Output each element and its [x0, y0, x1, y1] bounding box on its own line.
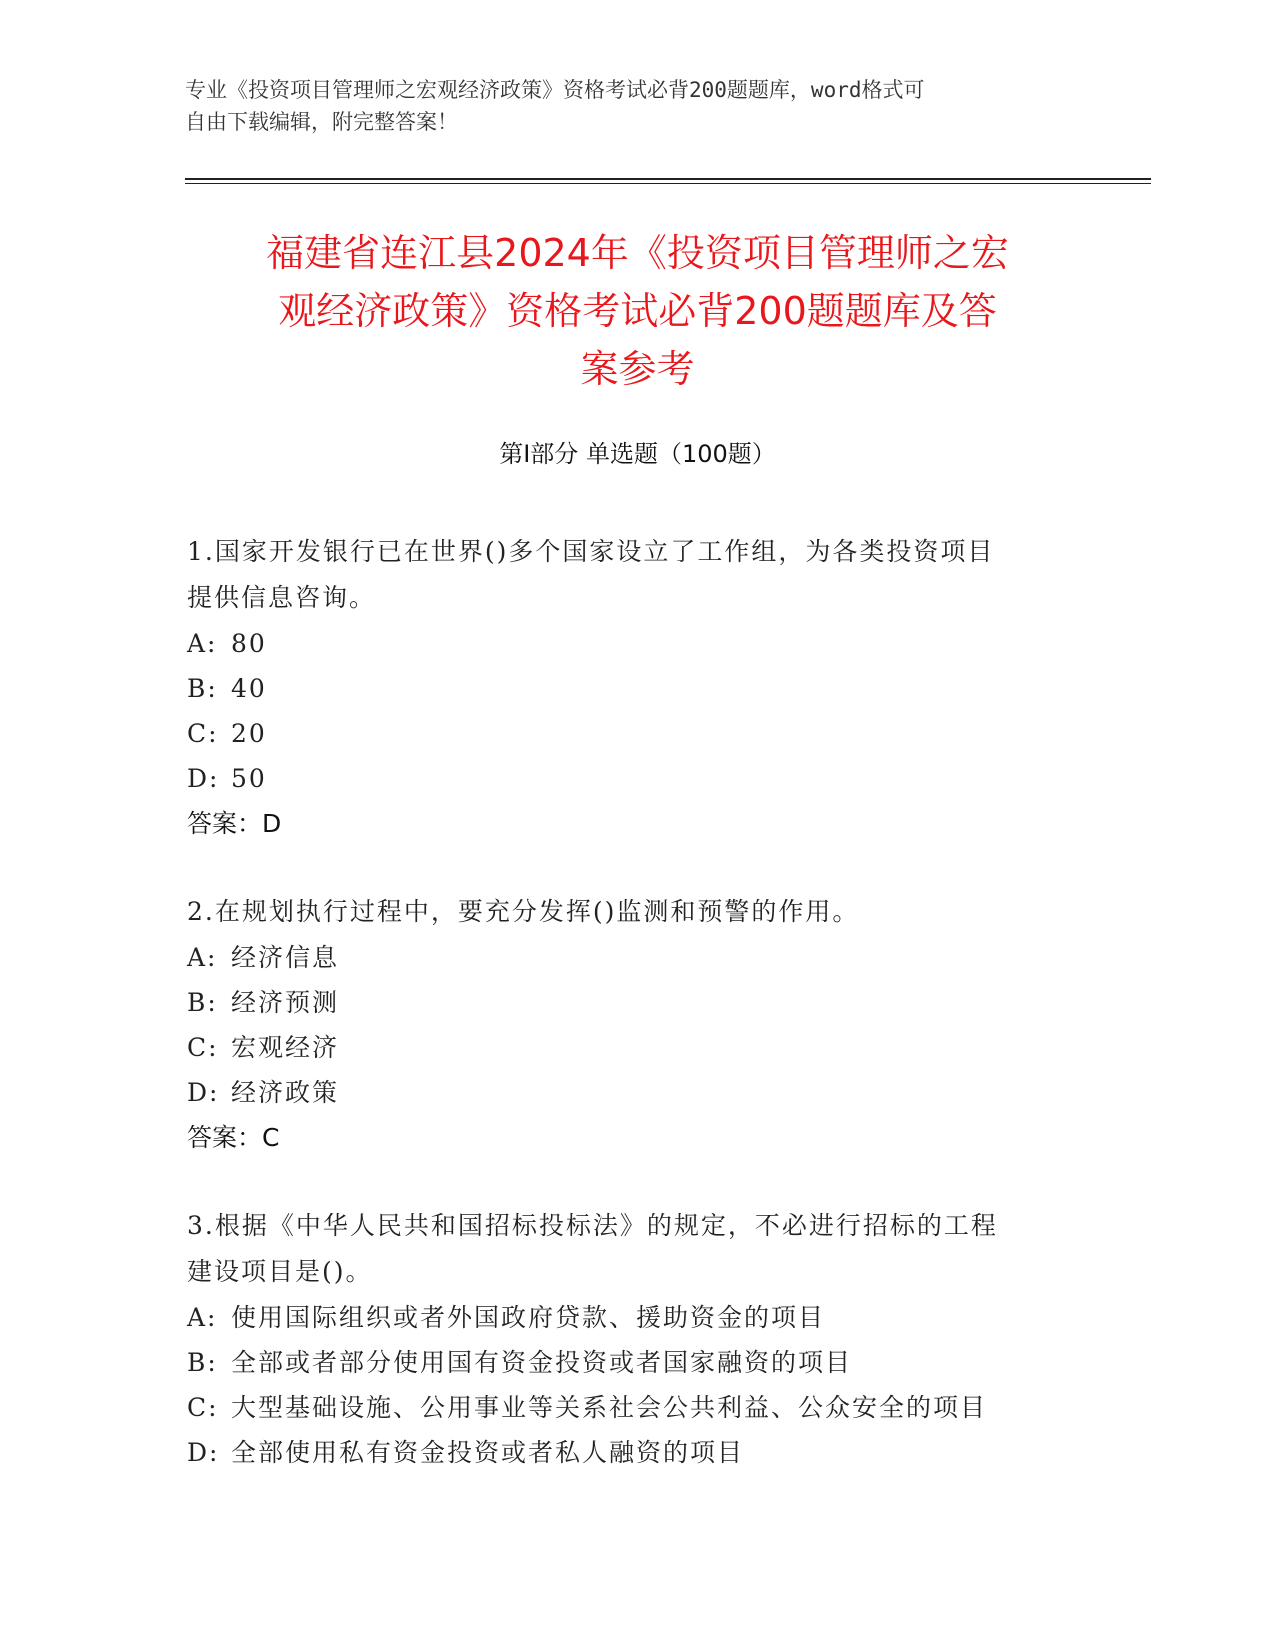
- question-1: [187, 529, 1067, 847]
- option-a: [187, 621, 1067, 666]
- option-letter: B:: [187, 674, 218, 703]
- option-d: [187, 756, 1067, 801]
- option-b: [187, 1340, 1067, 1385]
- question-stem: [187, 889, 1067, 935]
- option-letter: B:: [187, 988, 218, 1017]
- option-b: [187, 980, 1067, 1025]
- header-note-line-1: 专业《投资项目管理师之宏观经济政策》资格考试必背200题题库，word格式可: [185, 78, 925, 102]
- document-title-line-1: 福建省连江县2024年《投资项目管理师之宏: [266, 231, 1009, 275]
- answer-line: 答案：C: [187, 1123, 280, 1152]
- option-d: [187, 1430, 1067, 1475]
- document-title: [175, 224, 1100, 398]
- option-letter: D:: [187, 1438, 220, 1467]
- option-c: [187, 1385, 1067, 1430]
- question-stem: [187, 529, 1067, 621]
- option-c: [187, 1025, 1067, 1070]
- question-stem-line-1: 2.在规划执行过程中，要充分发挥()监测和预警的作用。: [187, 897, 860, 926]
- question-stem-line-2: 提供信息咨询。: [187, 583, 377, 612]
- option-letter: D:: [187, 764, 220, 793]
- question-stem-line-1: 3.根据《中华人民共和国招标投标法》的规定，不必进行招标的工程: [187, 1211, 998, 1240]
- option-text: 20: [231, 719, 267, 748]
- option-b: [187, 666, 1067, 711]
- option-text: 使用国际组织或者外国政府贷款、援助资金的项目: [231, 1303, 826, 1332]
- option-text: 经济信息: [231, 943, 340, 972]
- option-a: [187, 935, 1067, 980]
- header-rule-thin: [185, 183, 1151, 184]
- answer-line: 答案：D: [187, 809, 282, 838]
- document-title-line-3: 案参考: [580, 347, 695, 391]
- option-text: 50: [231, 764, 267, 793]
- option-d: [187, 1070, 1067, 1115]
- option-text: 大型基础设施、公用事业等关系社会公共利益、公众安全的项目: [231, 1393, 988, 1422]
- question-stem-line-1: 1.国家开发银行已在世界()多个国家设立了工作组，为各类投资项目: [187, 537, 995, 566]
- option-text: 全部使用私有资金投资或者私人融资的项目: [231, 1438, 745, 1467]
- option-text: 80: [231, 629, 267, 658]
- header-rule-thick: [185, 178, 1151, 180]
- option-letter: C:: [187, 1393, 219, 1422]
- question-stem: [187, 1203, 1067, 1295]
- option-text: 经济预测: [231, 988, 340, 1017]
- question-2: [187, 889, 1067, 1161]
- option-text: 宏观经济: [231, 1033, 340, 1062]
- option-text: 经济政策: [231, 1078, 340, 1107]
- question-stem-line-2: 建设项目是()。: [187, 1257, 373, 1286]
- option-letter: A:: [187, 943, 218, 972]
- option-letter: C:: [187, 719, 219, 748]
- option-text: 全部或者部分使用国有资金投资或者国家融资的项目: [231, 1348, 853, 1377]
- header-note: [185, 74, 1065, 138]
- option-letter: B:: [187, 1348, 218, 1377]
- option-text: 40: [231, 674, 267, 703]
- option-letter: A:: [187, 629, 218, 658]
- option-letter: A:: [187, 1303, 218, 1332]
- document-title-line-2: 观经济政策》资格考试必背200题题库及答: [278, 289, 997, 333]
- option-c: [187, 711, 1067, 756]
- option-letter: D:: [187, 1078, 220, 1107]
- section-heading: 第Ⅰ部分 单选题（100题）: [499, 440, 776, 468]
- question-3: [187, 1203, 1067, 1475]
- option-letter: C:: [187, 1033, 219, 1062]
- question-list: [187, 529, 1067, 1517]
- option-a: [187, 1295, 1067, 1340]
- header-note-line-2: 自由下载编辑，附完整答案！: [185, 110, 458, 134]
